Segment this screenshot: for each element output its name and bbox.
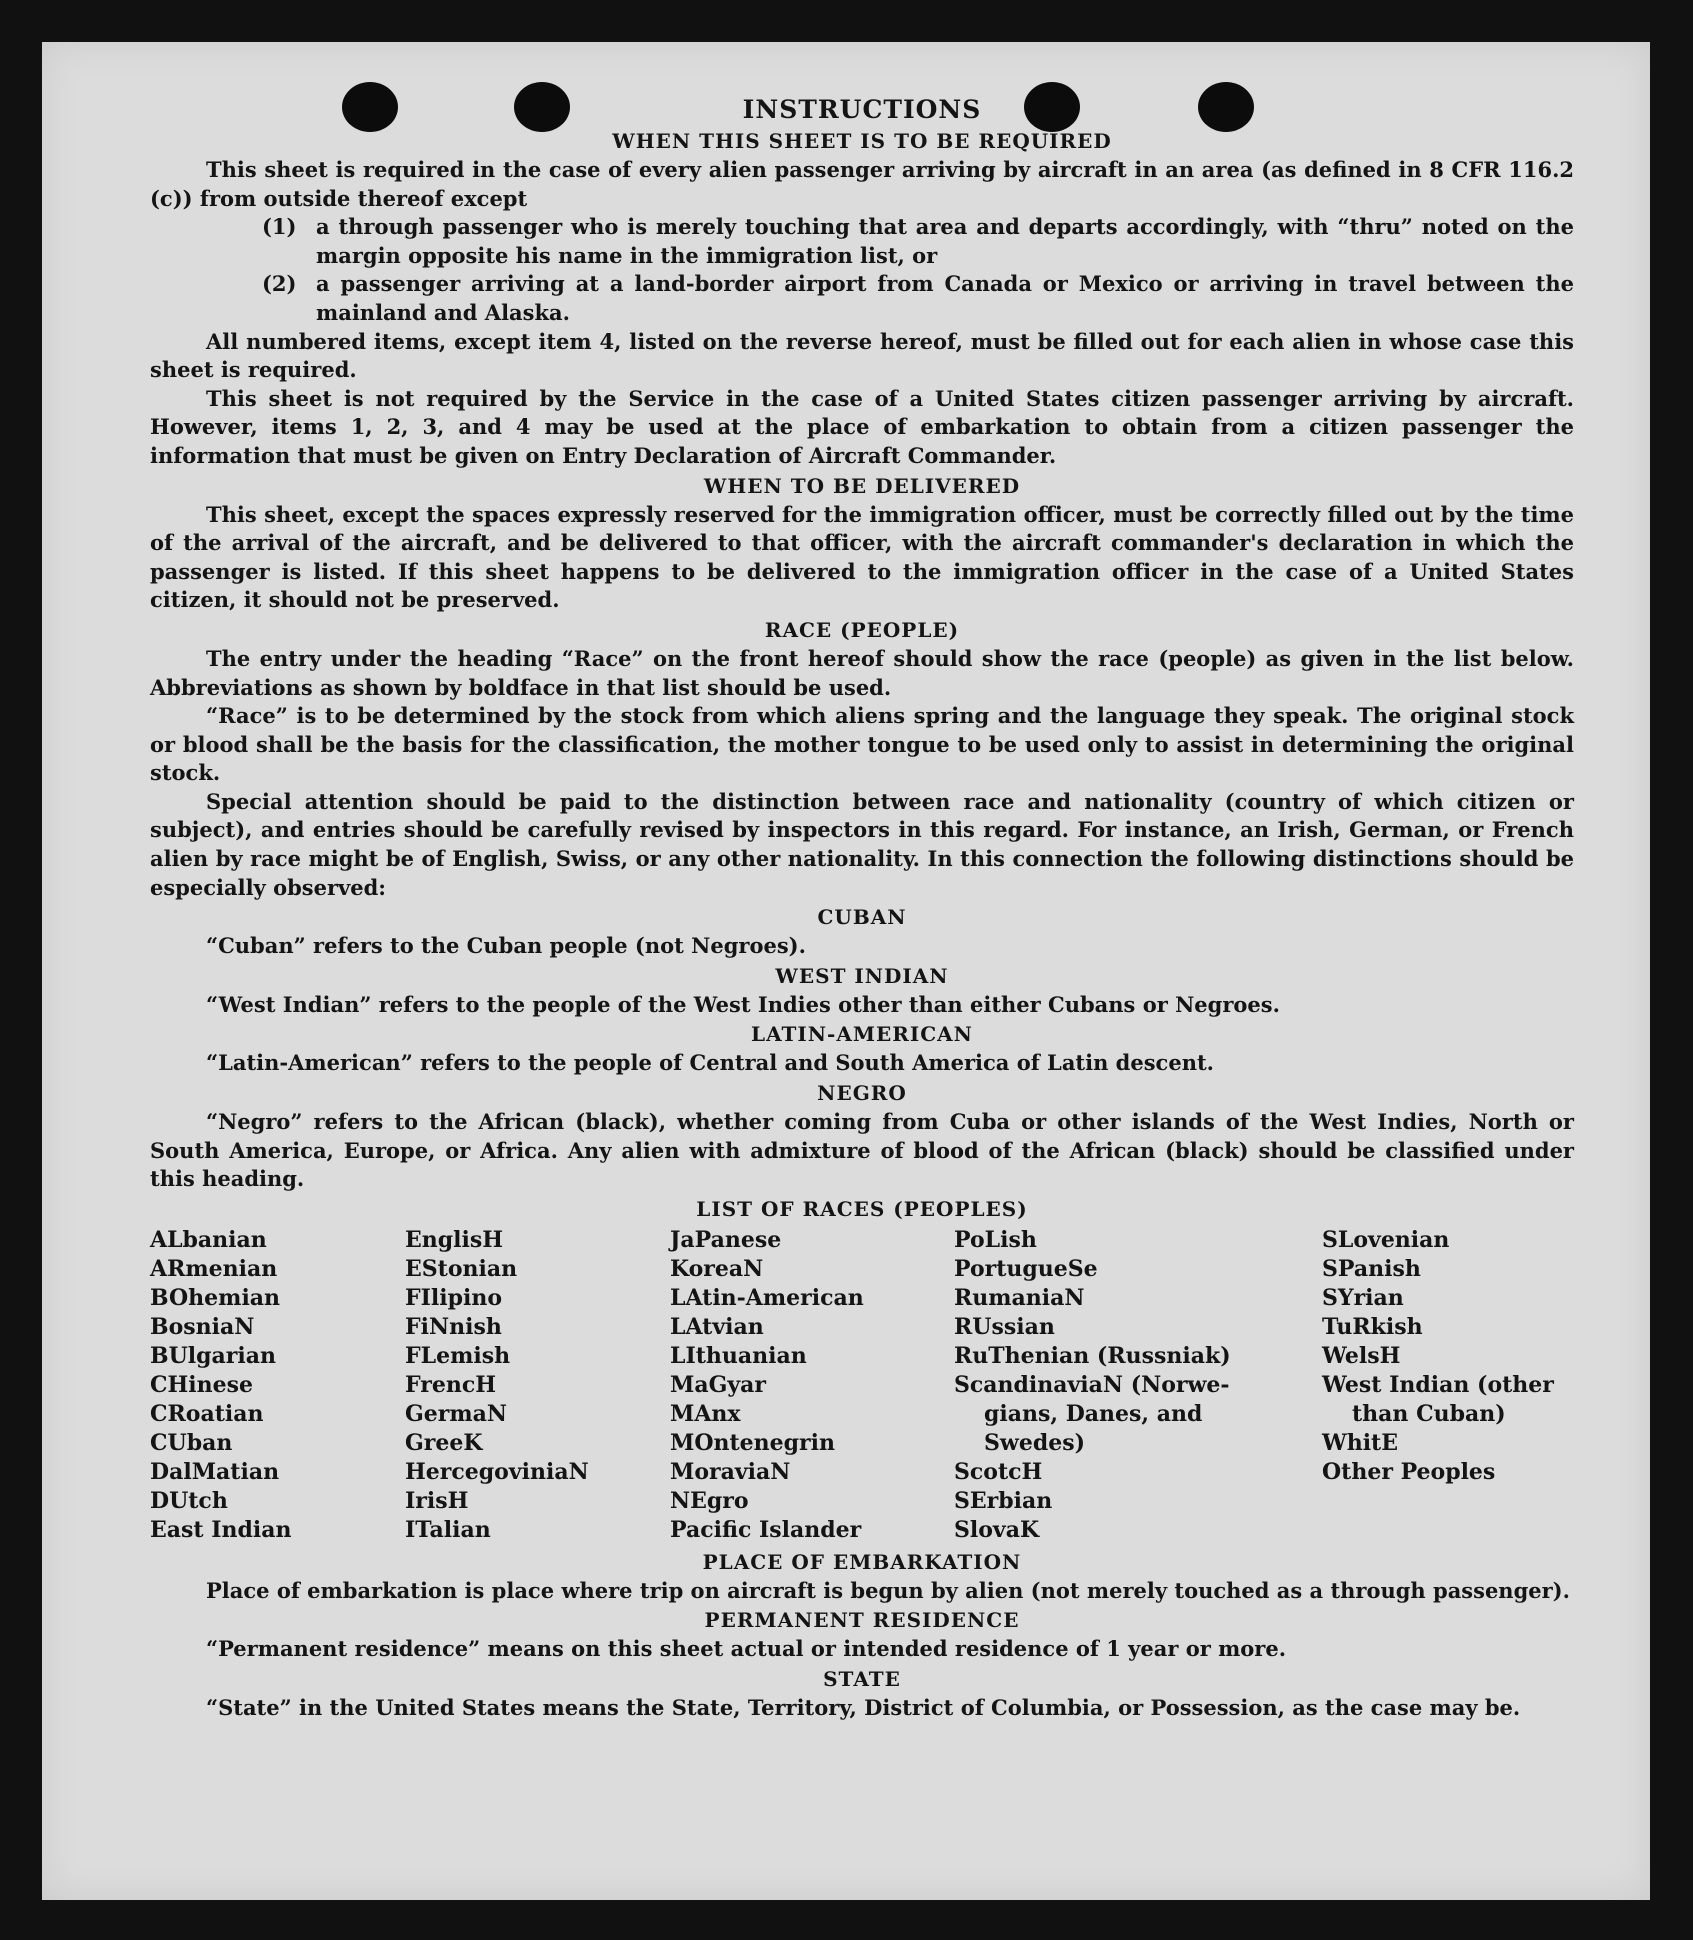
race-entry: RuThenian (Russniak): [954, 1342, 1231, 1369]
embarkation-text: Place of embarkation is place where trip on aircraft is begun by alien (not merely touched as a through passenger).: [206, 1577, 1570, 1603]
exception-item: [150, 270, 1574, 327]
section-heading-west-indian: WEST INDIAN: [775, 963, 949, 988]
item-number: (1): [262, 214, 297, 240]
race-entry: WelsH: [1322, 1342, 1401, 1369]
residence-text: “Permanent residence” means on this sheet actual or intended residence of 1 year or more.: [206, 1636, 1287, 1662]
race-entry: CHinese: [150, 1371, 254, 1398]
race-entry: RUssian: [954, 1313, 1055, 1340]
race-entry: DalMatian: [150, 1458, 280, 1485]
race-list: [150, 1226, 1574, 1545]
race-entry: FiNnish: [405, 1313, 502, 1340]
race-column: [1322, 1226, 1574, 1545]
race-entry: PoLish: [954, 1226, 1037, 1253]
race-entry: ARmenian: [150, 1255, 278, 1282]
section-heading-residence: PERMANENT RESIDENCE: [704, 1608, 1020, 1633]
item-number: (2): [262, 271, 297, 297]
race-entry: Other Peoples: [1322, 1458, 1496, 1485]
race-entry: BUlgarian: [150, 1342, 276, 1369]
when-required-intro: This sheet is required in the case of every alien passenger arriving by aircraft in an area (as defined in 8 CFR 116.2 (c)) from outside thereof except: [150, 157, 1574, 211]
item-text: a through passenger who is merely touching that area and departs accordingly, with “thru” noted on the margin opposite his name in the immigration list, or: [316, 214, 1574, 268]
race-entry: SLovenian: [1322, 1226, 1450, 1253]
race-entry: MaGyar: [670, 1371, 767, 1398]
section-heading-state: STATE: [823, 1667, 901, 1691]
race-entry: ScotcH: [954, 1458, 1043, 1485]
race-entry: FrencH: [405, 1371, 496, 1398]
race-paragraph-2: “Race” is to be determined by the stock from which aliens spring and the language they speak. The original stock or blood shall be the basis for the classification, the mother tongue to be used only to assist in determining the original stock.: [150, 703, 1574, 786]
race-entry: EnglisH: [405, 1226, 504, 1253]
race-column: [670, 1226, 954, 1545]
race-entry: gians, Danes, and: [984, 1400, 1203, 1427]
race-entry: BOhemian: [150, 1284, 281, 1311]
race-entry: Pacific Islander: [670, 1516, 862, 1543]
race-paragraph-1: The entry under the heading “Race” on the front hereof should show the race (people) as given in the list below. Abbreviations as shown by boldface in that list should be used.: [150, 645, 1574, 700]
race-entry: than Cuban): [1352, 1400, 1506, 1427]
document-page: [42, 42, 1650, 1900]
instructions-content: [150, 94, 1574, 1723]
section-heading-list-of-races: LIST OF RACES (PEOPLES): [696, 1196, 1028, 1221]
race-entry: SlovaK: [954, 1516, 1040, 1543]
race-column: [954, 1226, 1322, 1545]
race-entry: GreeK: [405, 1429, 483, 1456]
citizen-paragraph: This sheet is not required by the Service in the case of a United States citizen passenger arriving by aircraft. However, items 1, 2, 3, and 4 may be used at the place of embarkation to obtain from a citizen passenger the information that must be given on Entry Declaration of Aircraft Commander.: [150, 385, 1574, 468]
race-entry: SYrian: [1322, 1284, 1404, 1311]
numbered-items-paragraph: All numbered items, except item 4, listed on the reverse hereof, must be filled out for each alien in whose case this sheet is required.: [150, 328, 1574, 383]
race-entry: KoreaN: [670, 1255, 764, 1282]
negro-text: “Negro” refers to the African (black), whether coming from Cuba or other islands of the West Indies, North or South America, Europe, or Africa. Any alien with admixture of blood of the African (black) should be classified under this heading.: [150, 1109, 1574, 1192]
race-entry: LIthuanian: [670, 1342, 807, 1369]
race-column: [405, 1226, 670, 1545]
race-entry: BosniaN: [150, 1313, 255, 1340]
race-entry: IrisH: [405, 1487, 469, 1514]
race-entry: ScandinaviaN (Norwe-: [954, 1371, 1230, 1398]
race-entry: GermaN: [405, 1400, 508, 1427]
race-entry: East Indian: [150, 1516, 292, 1543]
race-entry: SErbian: [954, 1487, 1053, 1514]
race-entry: CRoatian: [150, 1400, 264, 1427]
west-indian-text: “West Indian” refers to the people of the West Indies other than either Cubans or Negroes.: [206, 991, 1280, 1017]
race-entry: LAtvian: [670, 1313, 764, 1340]
race-entry: PortugueSe: [954, 1255, 1098, 1282]
race-entry: FLemish: [405, 1342, 511, 1369]
section-heading-when-required: WHEN THIS SHEET IS TO BE REQUIRED: [612, 129, 1112, 153]
race-entry: RumaniaN: [954, 1284, 1085, 1311]
section-heading-when-delivered: WHEN TO BE DELIVERED: [703, 473, 1021, 498]
exception-item: [150, 213, 1574, 270]
race-entry: LAtin-American: [670, 1284, 864, 1311]
race-entry: DUtch: [150, 1487, 228, 1514]
race-paragraph-3: Special attention should be paid to the distinction between race and nationality (country of which citizen or subject), and entries should be carefully revised by inspectors in this regard. For instance, an Irish, German, or French alien by race might be of English, Swiss, or any other nationality. In this connection the following distinctions should be especially observed:: [150, 788, 1574, 900]
section-heading-cuban: CUBAN: [817, 905, 907, 930]
race-entry: CUban: [150, 1429, 233, 1456]
race-entry: WhitE: [1322, 1429, 1398, 1456]
race-entry: Swedes): [984, 1429, 1085, 1456]
race-entry: TuRkish: [1322, 1313, 1423, 1340]
page-title: INSTRUCTIONS: [742, 95, 982, 124]
race-entry: MoraviaN: [670, 1458, 791, 1485]
latin-american-text: “Latin-American” refers to the people of Central and South America of Latin descent.: [206, 1050, 1214, 1076]
section-heading-negro: NEGRO: [817, 1081, 907, 1106]
section-heading-latin-american: LATIN-AMERICAN: [751, 1022, 973, 1047]
race-entry: ALbanian: [150, 1226, 267, 1253]
cuban-text: “Cuban” refers to the Cuban people (not Negroes).: [206, 933, 806, 959]
item-text: a passenger arriving at a land-border airport from Canada or Mexico or arriving in travel between the mainland and Alaska.: [316, 271, 1574, 325]
section-heading-embarkation: PLACE OF EMBARKATION: [702, 1549, 1022, 1574]
race-column: [150, 1226, 405, 1545]
race-entry: NEgro: [670, 1487, 749, 1514]
section-heading-race: RACE (PEOPLE): [764, 617, 960, 642]
race-entry: MAnx: [670, 1400, 741, 1427]
race-entry: FIlipino: [405, 1284, 503, 1311]
when-delivered-text: This sheet, except the spaces expressly reserved for the immigration officer, must be correctly filled out by the time of the arrival of the aircraft, and be delivered to that officer, with the aircraft commander's declaration in which the passenger is listed. If this sheet happens to be delivered to the immigration officer in the case of a United States citizen, it should not be preserved.: [150, 501, 1574, 613]
race-entry: SPanish: [1322, 1255, 1421, 1282]
race-entry: West Indian (other: [1322, 1371, 1554, 1398]
race-entry: HercegoviniaN: [405, 1458, 589, 1485]
race-entry: ITalian: [405, 1516, 491, 1543]
race-entry: JaPanese: [670, 1226, 782, 1253]
state-text: “State” in the United States means the State, Territory, District of Columbia, or Possession, as the case may be.: [206, 1695, 1521, 1720]
race-entry: MOntenegrin: [670, 1429, 835, 1456]
race-entry: EStonian: [405, 1255, 518, 1282]
